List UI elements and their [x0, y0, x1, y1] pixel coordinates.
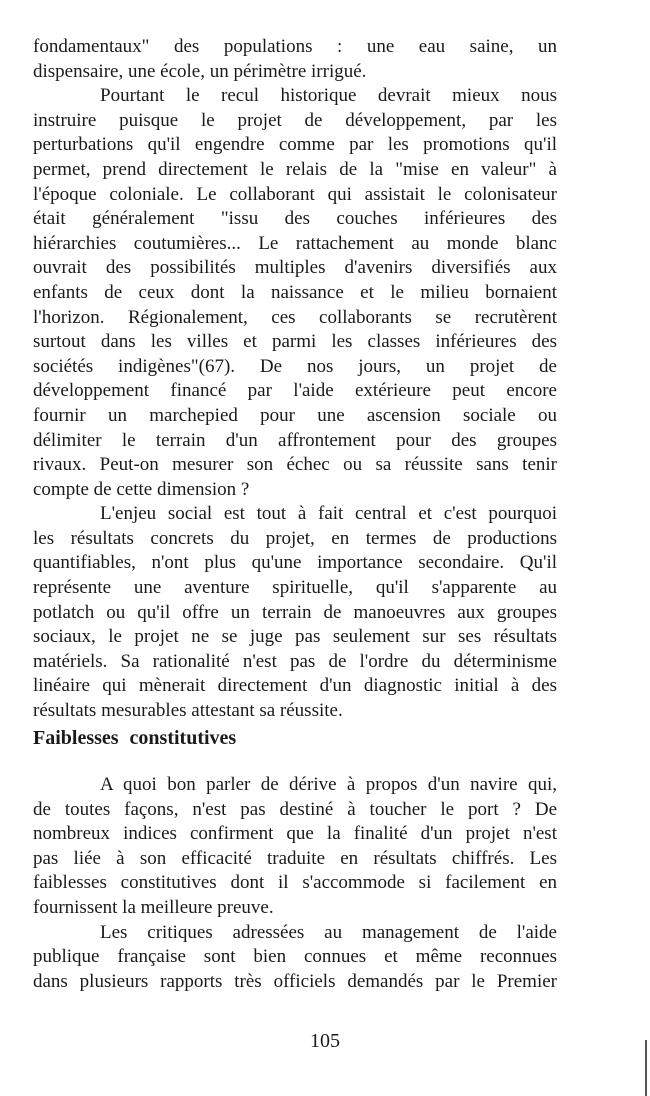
text-line: fournir un marchepied pour une ascension sociale ou	[33, 404, 557, 426]
body-text-lower	[33, 773, 557, 994]
text-line: dispensaire, une école, un périmètre irrigué.	[33, 60, 367, 82]
text-line: enfants de ceux dont la naissance et le milieu bornaient	[33, 281, 557, 303]
text-line: perturbations qu'il engendre comme par les promotions qu'il	[33, 134, 557, 156]
text-line: fournissent la meilleure preuve.	[33, 896, 274, 918]
text-line: surtout dans les villes et parmi les classes inférieures des	[33, 331, 557, 353]
text-line: Pourtant le recul historique devrait mieux nous	[100, 85, 557, 107]
text-line: hiérarchies coutumières... Le rattachement au monde blanc	[33, 232, 557, 254]
text-line: rivaux. Peut-on mesurer son échec ou sa réussite sans tenir	[33, 454, 557, 476]
text-line: les résultats concrets du projet, en termes de productions	[33, 527, 557, 549]
text-line: potlatch ou qu'il offre un terrain de manoeuvres aux groupes	[33, 601, 557, 623]
paragraph	[33, 921, 557, 995]
page-number: 105	[310, 1030, 340, 1052]
text-line: ouvrait des possibilités multiples d'avenirs diversifiés aux	[33, 257, 557, 279]
text-line: l'époque coloniale. Le collaborant qui assistait le colonisateur	[33, 183, 557, 205]
text-line: sociaux, le projet ne se juge pas seulement sur ses résultats	[33, 626, 557, 648]
text-line: représente une aventure spirituelle, qu'il s'apparente au	[33, 577, 557, 599]
text-line: était généralement "issu des couches inférieures des	[33, 208, 557, 230]
text-line: compte de cette dimension ?	[33, 478, 250, 500]
text-line: sociétés indigènes"(67). De nos jours, un projet de	[33, 355, 557, 377]
text-line: L'enjeu social est tout à fait central et c'est pourquoi	[100, 503, 557, 525]
body-text-upper	[33, 35, 557, 724]
text-line: permet, prend directement le relais de la "mise en valeur" à	[33, 158, 557, 180]
text-line: publique française sont bien connues et même reconnues	[33, 946, 557, 968]
text-line: instruire puisque le projet de développement, par les	[33, 109, 557, 131]
text-line: nombreux indices confirment que la finalité d'un projet n'est	[33, 823, 557, 845]
paragraph	[33, 84, 557, 502]
text-line: l'horizon. Régionalement, ces collaborants se recrutèrent	[33, 306, 557, 328]
paragraph	[33, 773, 557, 921]
text-line: matériels. Sa rationalité n'est pas de l'ordre du déterminisme	[33, 650, 557, 672]
paragraph	[33, 502, 557, 723]
text-line: développement financé par l'aide extérieure peut encore	[33, 380, 557, 402]
text-line: linéaire qui mènerait directement d'un diagnostic initial à des	[33, 675, 557, 697]
scan-edge-mark	[645, 1040, 647, 1096]
text-line: Les critiques adressées au management de l'aide	[100, 921, 557, 943]
text-line: fondamentaux" des populations : une eau saine, un	[33, 36, 557, 57]
text-line: résultats mesurables attestant sa réussite.	[33, 700, 343, 722]
text-line: A quoi bon parler de dérive à propos d'un navire qui,	[100, 774, 557, 795]
section-heading: Faiblesses constitutives	[33, 727, 237, 749]
text-line: faiblesses constitutives dont il s'accommode si facilement en	[33, 872, 557, 894]
text-line: délimiter le terrain d'un affrontement pour des groupes	[33, 429, 557, 451]
text-line: de toutes façons, n'est pas destiné à toucher le port ? De	[33, 798, 557, 820]
text-line: pas liée à son efficacité traduite en résultats chiffrés. Les	[33, 847, 557, 869]
text-line: dans plusieurs rapports très officiels demandés par le Premier	[33, 970, 557, 992]
paragraph	[33, 35, 557, 84]
text-line: quantifiables, n'ont plus qu'une importance secondaire. Qu'il	[33, 552, 557, 574]
